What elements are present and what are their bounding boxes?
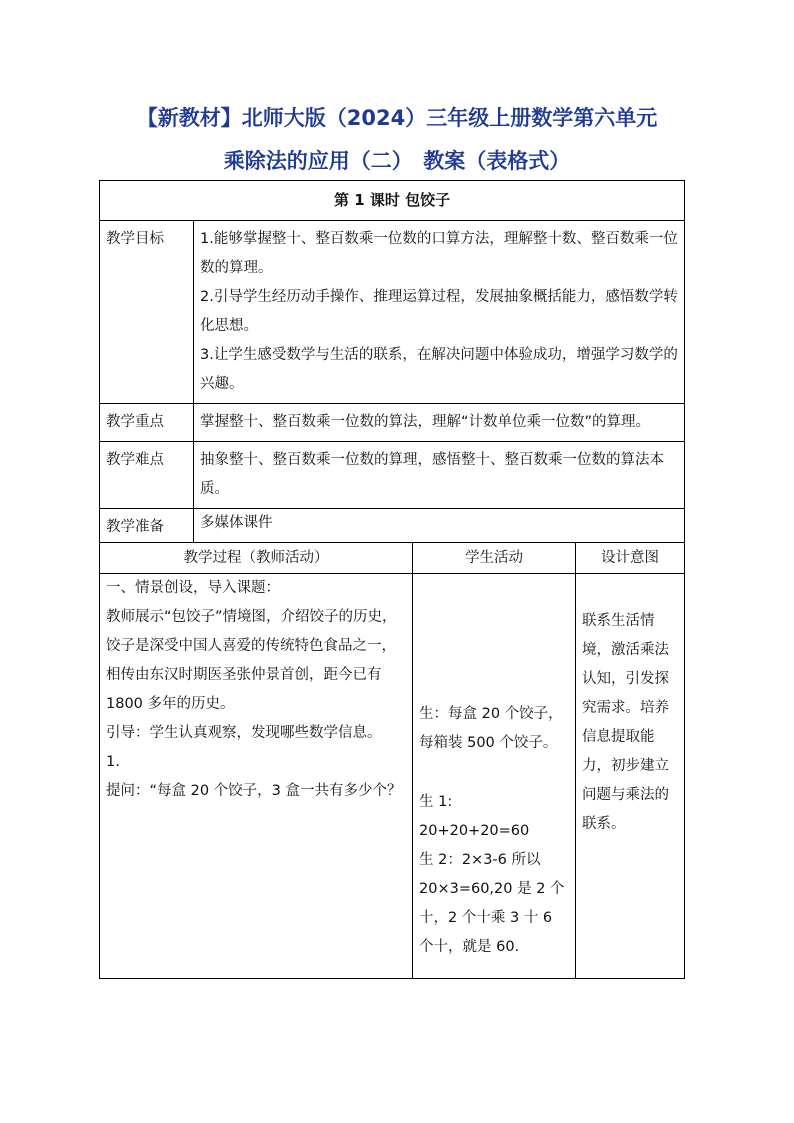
student-activity-header: 学生活动 [413,543,576,574]
design-intent-header: 设计意图 [576,543,685,574]
teacher-activity-line: 提问：“每盒 20 个饺子，3 盒一共有多少个？ [106,783,402,799]
objective-item: 3.让学生感受数学与生活的联系，在解决问题中体验成功，增强学习数学的兴趣。 [200,347,678,392]
teacher-activity-line: 教师展示“包饺子”情境图，介绍饺子的历史，饺子是深受中国人喜爱的传统特色食品之一，相传由东汉时期医圣张仲景首创，距今已有 1800 多年的历史。 [106,609,397,712]
teacher-activity-line: 1. [106,754,120,770]
objective-item: 2.引导学生经历动手操作、推理运算过程，发展抽象概括能力，感悟数学转化思想。 [200,289,678,334]
lesson-header-row [100,181,685,221]
difficulties-row [100,442,685,509]
objectives-label: 教学目标 [100,221,194,404]
key-points-content: 掌握整十、整百数乘一位数的算法，理解“计数单位乘一位数”的算理。 [194,404,685,442]
objectives-row [100,221,685,404]
key-points-label: 教学重点 [100,404,194,442]
design-intent-cell: 联系生活情境，激活乘法认知，引发探究需求。培养信息提取能力，初步建立问题与乘法的联系。 [576,574,685,979]
process-header-row [100,543,685,574]
preparation-content: 多媒体课件 [194,509,685,543]
document-subtitle: 乘除法的应用（二） 教案（表格式） [223,149,571,173]
teacher-activity-line: 一、情景创设，导入课题： [106,580,280,596]
student-activity-line: 20+20+20=60 [419,823,530,839]
preparation-row [100,509,685,543]
student-activity-line: 生 2：2×3-6 所以 20×3=60,20 是 2 个十，2 个十乘 3 十 6 个十，就是 60. [419,852,565,955]
difficulties-label: 教学难点 [100,442,194,509]
student-activity-line: 生 1: [419,794,453,810]
student-activity-cell [413,574,576,979]
objective-item: 1.能够掌握整十、整百数乘一位数的口算方法，理解整十数、整百数乘一位数的算理。 [200,231,678,276]
student-activity-line: 生：每盒 20 个饺子，每箱装 500 个饺子。 [419,706,563,751]
key-points-row [100,404,685,442]
lesson-title: 第 1 课时 包饺子 [100,181,685,221]
document-title: 【新教材】北师大版（2024）三年级上册数学第六单元 [136,106,658,130]
teacher-activity-cell [100,574,413,979]
process-row [100,574,685,979]
teacher-activity-line: 引导：学生认真观察，发现哪些数学信息。 [106,725,382,741]
objectives-content [194,221,685,404]
difficulties-content: 抽象整十、整百数乘一位数的算理，感悟整十、整百数乘一位数的算法本质。 [194,442,685,509]
preparation-label: 教学准备 [100,509,194,543]
lesson-plan-table [99,180,685,979]
teacher-activity-header: 教学过程（教师活动） [100,543,413,574]
